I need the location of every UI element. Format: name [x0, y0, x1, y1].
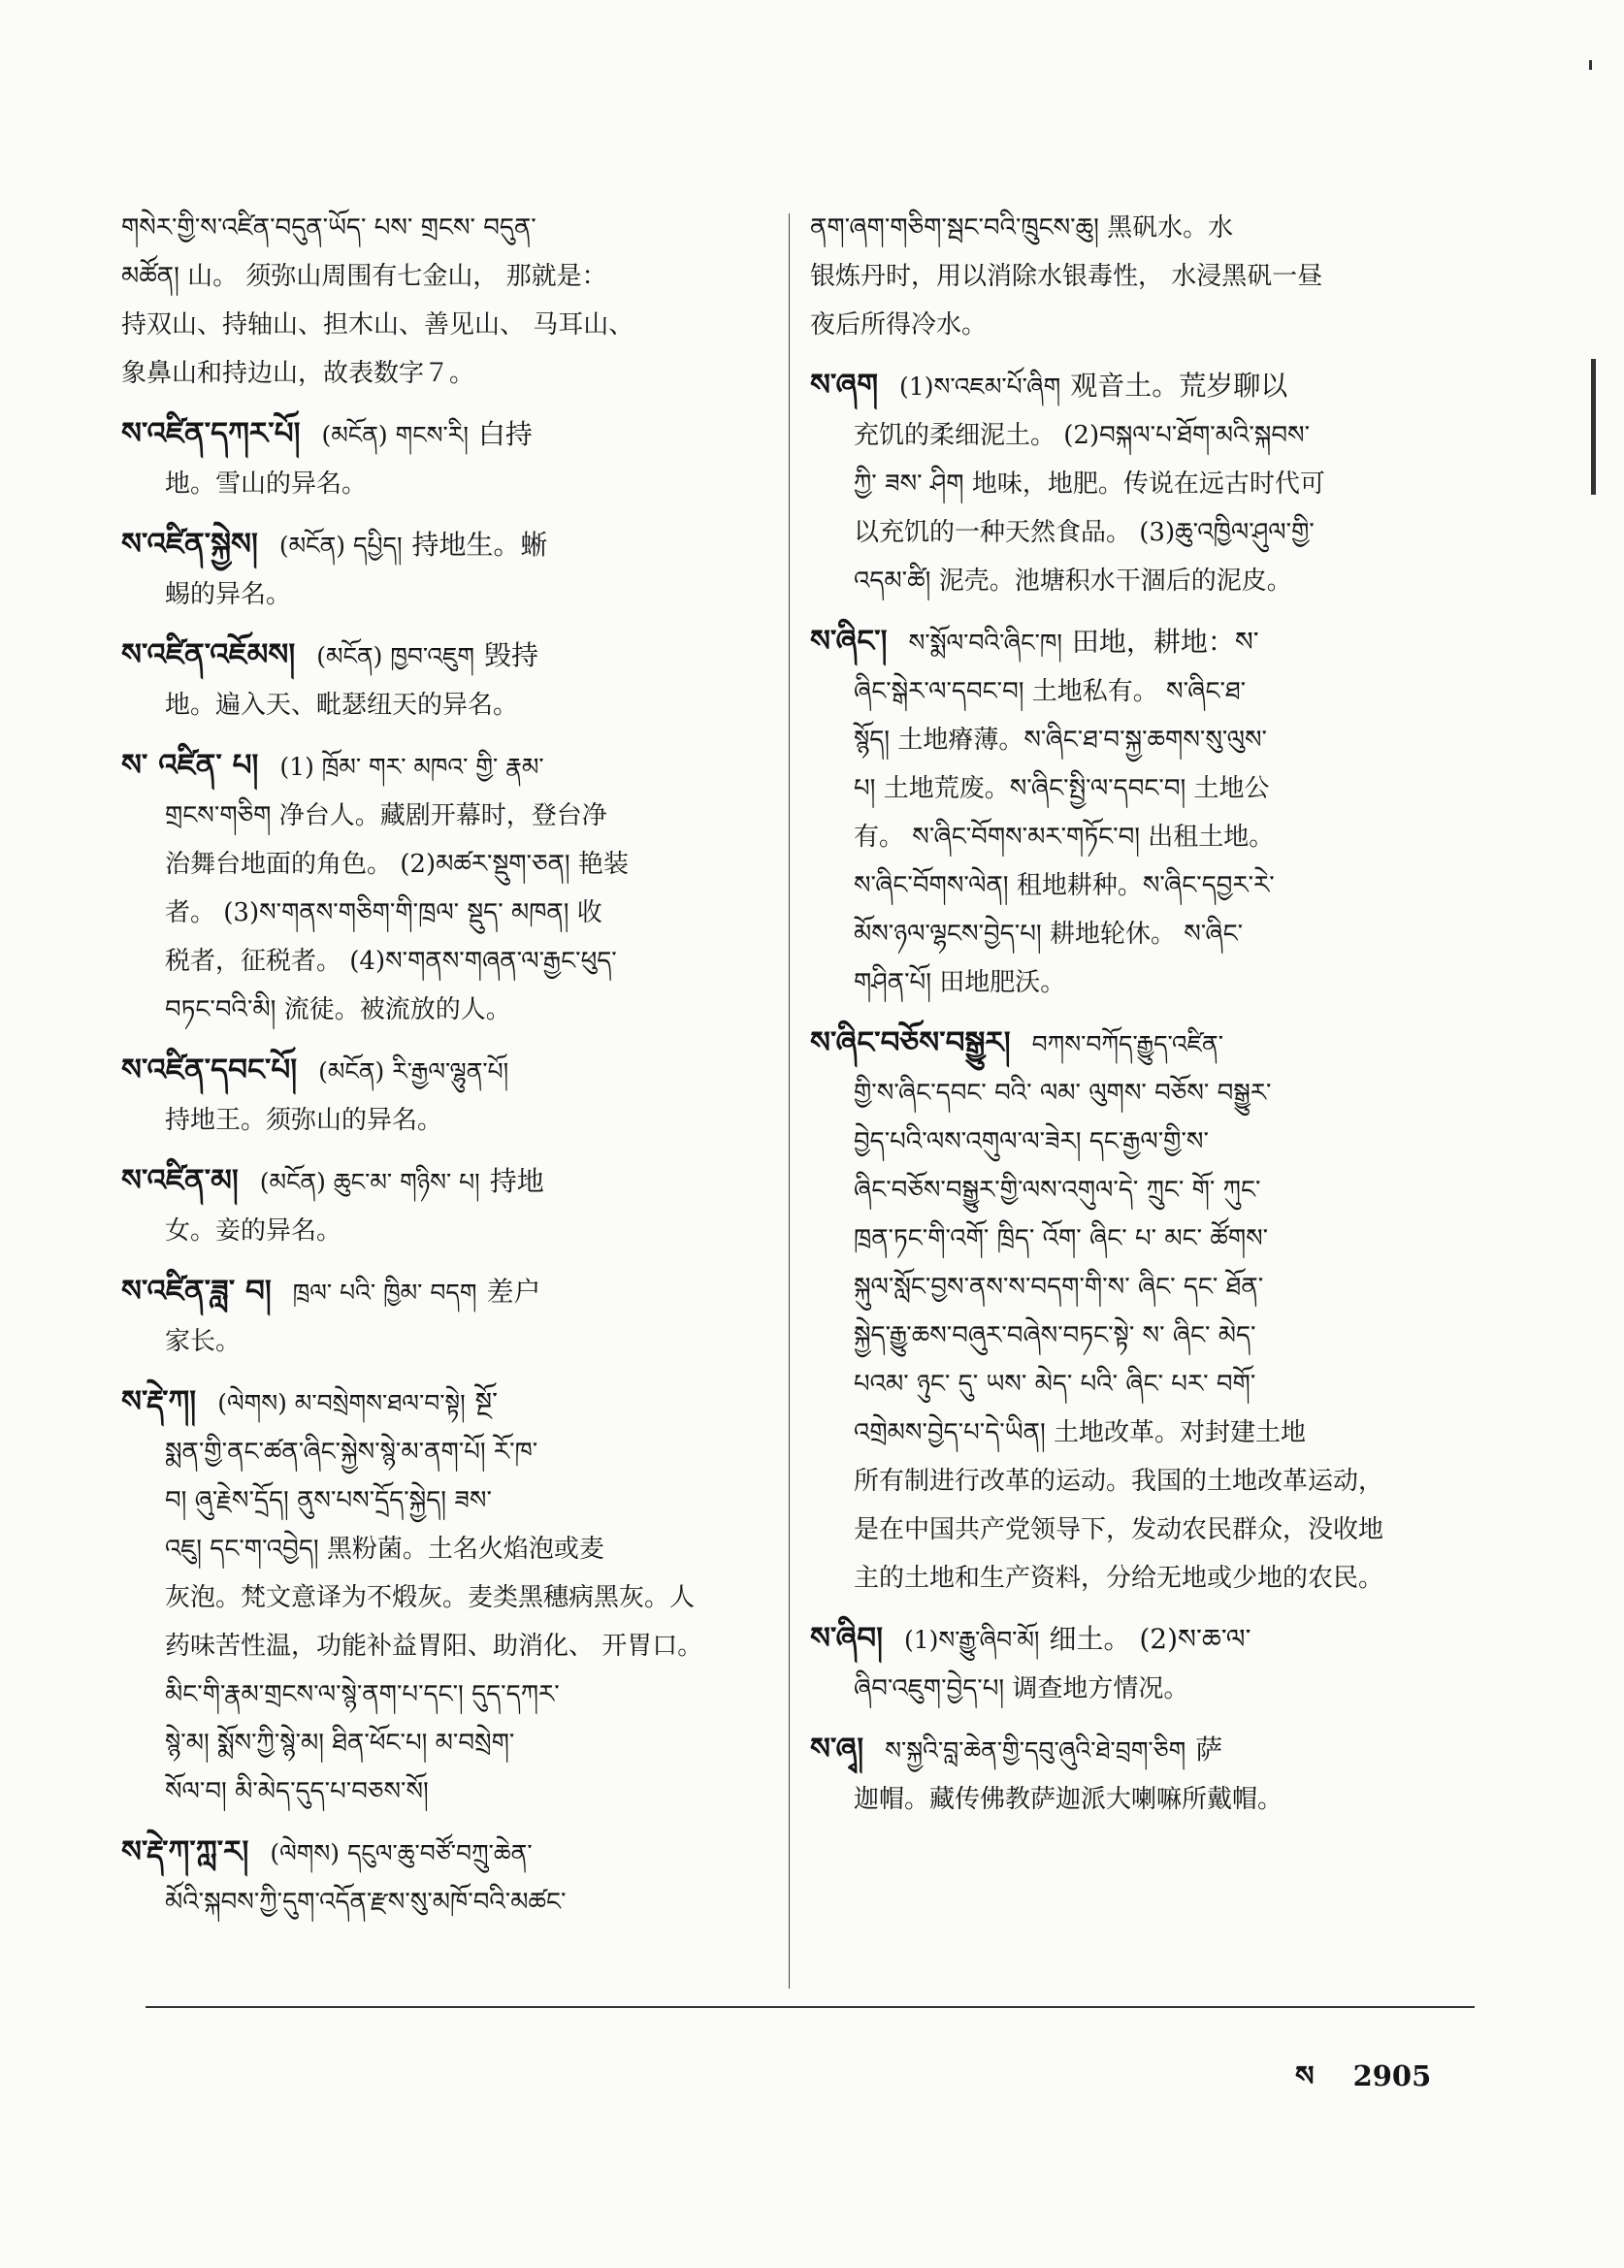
dictionary-entry — [810, 1725, 1460, 1824]
headword: ས་འཛིན་འཇོམས། — [121, 637, 296, 672]
entry-line: སྙོད། 土地瘠薄。ས་ཞིང་ཐ་བ་སྐྱ་ཆགས་སུ་ལུས་ — [854, 726, 1267, 755]
entry-line: གྱི་ས་ཞིང་དབང་ བའི་ ལམ་ ལུགས་ བཅོས་ བསྒྱུར་ — [854, 1079, 1272, 1108]
dictionary-entry — [810, 361, 1460, 605]
entry-line: མོའི་སྐབས་ཀྱི་དུག་འདོན་རྫས་སུ་མཁོ་བའི་མཚང་ — [165, 1888, 567, 1917]
scan-edge-mark — [1589, 60, 1592, 70]
entry-line: 迦帽。藏传佛教萨迦派大喇嘛所戴帽。 — [854, 1785, 1283, 1814]
tibetan-definition: (ལེགས) དངུལ་ཆུ་བཙོ་བཀྲུ་ཆེན་ — [270, 1839, 533, 1867]
tibetan-definition: (1)ས་འཇམ་པོ་ཞིག — [899, 373, 1061, 401]
chinese-definition: 毁持 — [483, 639, 538, 671]
entry-first-line — [810, 1614, 1460, 1665]
entry-line: 以充饥的一种天然食品。 (3)ཆུ་འཁྱིལ་ཤུལ་གྱི་ — [854, 518, 1315, 547]
right-column — [810, 204, 1460, 1835]
entry-first-line — [810, 1725, 1460, 1775]
tibetan-definition: (མངོན) རི་རྒྱལ་ལྷུན་པོ། — [318, 1057, 509, 1085]
entry-line: བྱེད་པའི་ལས་འགུལ་ལ་ཟེར། དང་རྒྱལ་གྱི་ས་ — [854, 1127, 1209, 1156]
dictionary-entry — [810, 204, 1460, 349]
dictionary-entry — [810, 617, 1460, 1007]
entry-first-line — [121, 1156, 771, 1207]
tibetan-definition: ས་སྐྱའི་བླ་ཆེན་གྱི་དབུ་ཞུའི་ཐེ་བྲག་ཅིག — [885, 1736, 1186, 1765]
entry-line: 税者，征税者。 (4)ས་གནས་གཞན་ལ་རྒྱང་ཕུད་ — [165, 947, 617, 976]
left-column — [121, 204, 771, 1938]
dictionary-entry — [121, 1267, 771, 1366]
entry-line: ཀྱི་ ཟས་ ཤིག 地味，地肥。传说在远古时代可 — [854, 470, 1325, 499]
dictionary-entry — [121, 1046, 771, 1145]
entry-line: ཁྲན་ཏང་གི་འགོ་ ཁྲིད་ འོག་ ཞིང་ པ་ མང་ ཚོགས་ — [854, 1224, 1269, 1253]
entry-line: གསེར་གྱི་ས་འཛིན་བདུན་ཡོད་ པས་ གྲངས་ བདུན་ — [121, 213, 536, 243]
entry-line: 蜴的异名。 — [165, 580, 292, 609]
dictionary-entry — [121, 409, 771, 508]
entry-line: 地。雪山的异名。 — [165, 470, 368, 499]
entry-first-line — [121, 1377, 771, 1428]
entry-first-line — [121, 1267, 771, 1317]
headword: ས་འཛིན་མ། — [121, 1163, 239, 1198]
headword: ས་འཛིན་དཀར་པོ། — [121, 416, 301, 451]
entry-line: 家长。 — [165, 1327, 242, 1356]
headword: ས་ཞིང་། — [810, 624, 888, 659]
entry-line: 地。遍入天、毗瑟纽天的异名。 — [165, 691, 519, 720]
entry-line: 充饥的柔细泥土。 (2)བསྐལ་པ་ཐོག་མའི་སྐབས་ — [854, 421, 1311, 450]
entry-line: འགྲེམས་བྱེད་པ་དེ་ཡིན། 土地改革。对封建土地 — [854, 1418, 1306, 1447]
chinese-definition: 差户 — [486, 1276, 541, 1308]
entry-line: སྐུལ་སློང་བྱས་ནས་ས་བདག་གི་ས་ ཞིང་ དང་ ཐོན་ — [854, 1273, 1264, 1302]
chinese-definition: 白持 — [477, 418, 533, 450]
entry-line: མོས་ཉལ་ལྷངས་བྱེད་པ། 耕地轮休。 ས་ཞིང་ — [854, 920, 1244, 949]
headword: ས་རྡེ་ཀ། — [121, 1384, 197, 1419]
entry-first-line — [810, 361, 1460, 411]
entry-line: སྨན་གྱི་ནང་ཚན་ཞིང་སྐྱེས་སྙེ་མ་ནག་པོ། རོ་ཁ་ — [165, 1438, 538, 1467]
entry-first-line — [121, 741, 771, 792]
entry-line: 银炼丹时，用以消除水银毒性， 水浸黑矾一昼 — [810, 262, 1323, 291]
tibetan-definition: (1)ས་རྒྱུ་ཞིབ་མོ། — [903, 1626, 1040, 1654]
entry-line: 女。妾的异名。 — [165, 1216, 342, 1246]
chinese-definition: 持地生。蜥 — [411, 529, 548, 561]
entry-line: འཇུ། དང་ག་འབྱེད། 黑粉菌。土名火焰泡或麦 — [165, 1535, 604, 1564]
headword: ས་ཞག — [810, 368, 879, 403]
headword: ས་ཞྭ། — [810, 1732, 864, 1766]
dictionary-entry — [121, 204, 771, 398]
dictionary-entry — [121, 631, 771, 729]
entry-first-line — [121, 1828, 771, 1878]
footer-rule — [146, 2006, 1475, 2008]
entry-line: 药味苦性温，功能补益胃阳、助消化、 开胃口。 — [165, 1632, 703, 1661]
entry-line: 持地王。须弥山的异名。 — [165, 1106, 443, 1135]
tibetan-definition: (མངོན) གངས་རི། — [321, 421, 469, 449]
entry-first-line — [121, 409, 771, 460]
footer-letter: ས — [1295, 2059, 1315, 2092]
entry-first-line — [121, 520, 771, 570]
chinese-definition: 细土。 (2)ས་ཆ་ལ་ — [1049, 1623, 1251, 1655]
entry-line: ས་ཞིང་བོགས་ལེན། 租地耕种。ས་ཞིང་དབྱར་རེ་ — [854, 871, 1275, 900]
entry-line: ཞིང་བཅོས་བསྒྱུར་གྱི་ལས་འགུལ་དེ་ ཀྲུང་ གོ་ ཀུང་ — [854, 1176, 1261, 1205]
tibetan-definition: (མངོན) ཆུང་མ་ གཉིས་ པ། — [259, 1168, 480, 1196]
column-divider — [789, 213, 790, 1989]
entry-line: 是在中国共产党领导下，发动农民群众，没收地 — [854, 1515, 1384, 1544]
entry-line: པའམ་ ཉུང་ དུ་ ཡས་ མེད་ པའི་ ཞིང་ པར་ བགོ་ — [854, 1370, 1256, 1399]
entry-line: 象鼻山和持边山，故表数字７。 — [121, 359, 475, 388]
entry-line: 有。 ས་ཞིང་བོགས་མར་གཏོང་བ། 出租土地。 — [854, 823, 1275, 852]
scan-edge-mark — [1591, 359, 1596, 495]
entry-first-line — [121, 631, 771, 681]
entry-line: ཞིབ་འཇུག་བྱེད་པ། 调查地方情况。 — [854, 1674, 1189, 1703]
tibetan-definition: བཀས་བཀོད་རྒྱུད་འཛིན་ — [1031, 1030, 1223, 1058]
dictionary-entry — [121, 1377, 771, 1816]
entry-line: ནག་ཞག་གཅིག་སྦང་བའི་ཁྲུངས་ཆུ། 黑矾水。水 — [810, 213, 1234, 243]
entry-line: སོལ་བ། མི་མེད་དུད་པ་བཅས་སོ། — [165, 1777, 429, 1806]
entry-line: ཞིང་སྒེར་ལ་དབང་བ། 土地私有。 ས་ཞིང་ཐ་ — [854, 677, 1247, 706]
entry-line: སྐྱེད་རྒྱུ་ཆས་བཞུར་བཞེས་བཏང་སྟེ་ ས་ ཞིང་ མེད་ — [854, 1321, 1256, 1350]
tibetan-definition: ས་སྨོལ་བའི་ཞིང་ཁ། — [908, 629, 1062, 657]
headword: ས་ཞིང་བཅོས་བསྒྱུར། — [810, 1025, 1011, 1060]
tibetan-definition: (མངོན) ཁྱབ་འཇུག — [316, 642, 474, 670]
dictionary-entry — [121, 741, 771, 1034]
entry-line: གཤིན་པོ། 田地肥沃。 — [854, 968, 1066, 997]
entry-line: 主的土地和生产资料，分给无地或少地的农民。 — [854, 1564, 1384, 1593]
chinese-definition: 田地，耕地：ས་ — [1071, 626, 1259, 658]
headword: ས་རྡེ་ཀ་ཀླ་ར། — [121, 1834, 249, 1869]
entry-line: 治舞台地面的角色。 (2)མཚར་སྡུག་ཅན། 艳装 — [165, 850, 629, 879]
headword: ས་འཛིན་ཟླ་ བ། — [121, 1274, 272, 1309]
page-number: 2905 — [1352, 2059, 1432, 2092]
entry-line: 持双山、持轴山、担木山、善见山、 马耳山、 — [121, 310, 634, 340]
entry-line: 所有制进行改革的运动。我国的土地改革运动， — [854, 1467, 1384, 1496]
tibetan-definition: (ལེགས) མ་བསྲེགས་ཐལ་བ་སྟེ། — [217, 1389, 466, 1417]
entry-line: སྙེ་མ། སྨོས་ཀྱི་སྙེ་མ། ཐིན་ཕོང་པ། མ་བསྲེག་ — [165, 1729, 515, 1758]
entry-line: བཏང་བའི་མི། 流徒。被流放的人。 — [165, 995, 511, 1024]
entry-line: 夜后所得冷水。 — [810, 310, 988, 340]
entry-line: 者。 (3)ས་གནས་གཅིག་གི་ཁྲལ་ སྡུད་ མཁན། 收 — [165, 898, 602, 927]
entry-line: མིང་གི་རྣམ་གྲངས་ལ་སྙེ་ནག་པ་དང་། དུད་དཀར་ — [165, 1680, 560, 1709]
entry-first-line — [121, 1046, 771, 1096]
headword: ས་ཞིབ། — [810, 1621, 883, 1656]
dictionary-entry — [810, 1614, 1460, 1713]
dictionary-entry — [121, 520, 771, 619]
entry-line: འདམ་ཚི། 泥壳。池塘积水干涸后的泥皮。 — [854, 567, 1292, 596]
dictionary-entry — [810, 1019, 1460, 1603]
chinese-definition: 萨 — [1195, 1733, 1223, 1766]
entry-line: གྲངས་གཅིག 净台人。藏剧开幕时，登台净 — [165, 801, 607, 830]
entry-first-line — [810, 617, 1460, 667]
tibetan-definition: ཁྲལ་ པའི་ ཁྱིམ་ བདག — [292, 1279, 477, 1307]
tibetan-definition: (མངོན) དཔྱིད། — [278, 532, 403, 560]
chinese-definition: སྔོ་ — [474, 1386, 499, 1418]
entry-line: བ། ཞུ་རྗེས་དྲོད། ནུས་པས་དྲོད་སྐྱེད། ཟས་ — [165, 1486, 492, 1515]
headword: ས་འཛིན་སྐྱེས། — [121, 527, 258, 562]
chinese-definition: 持地 — [489, 1165, 544, 1197]
headword: ས་འཛིན་དབང་པོ། — [121, 1053, 298, 1087]
tibetan-definition: (1) ཁྲོམ་ གར་ མཁའ་ གྱི་ རྣམ་ — [279, 753, 544, 781]
headword: ས་ འཛིན་ པ། — [121, 748, 259, 783]
entry-first-line — [810, 1019, 1460, 1069]
entry-line: པ། 土地荒废。ས་ཞིང་སྤྱི་ལ་དབང་བ། 土地公 — [854, 774, 1270, 803]
chinese-definition: 观音土。荒岁聊以 — [1070, 370, 1288, 402]
dictionary-entry — [121, 1156, 771, 1255]
page-footer — [1295, 2045, 1431, 2124]
entry-line: མཚོན། 山。 须弥山周围有七金山， 那就是： — [121, 262, 607, 291]
entry-line: 灰泡。梵文意译为不煅灰。麦类黑穗病黑灰。人 — [165, 1583, 696, 1612]
dictionary-entry — [121, 1828, 771, 1927]
